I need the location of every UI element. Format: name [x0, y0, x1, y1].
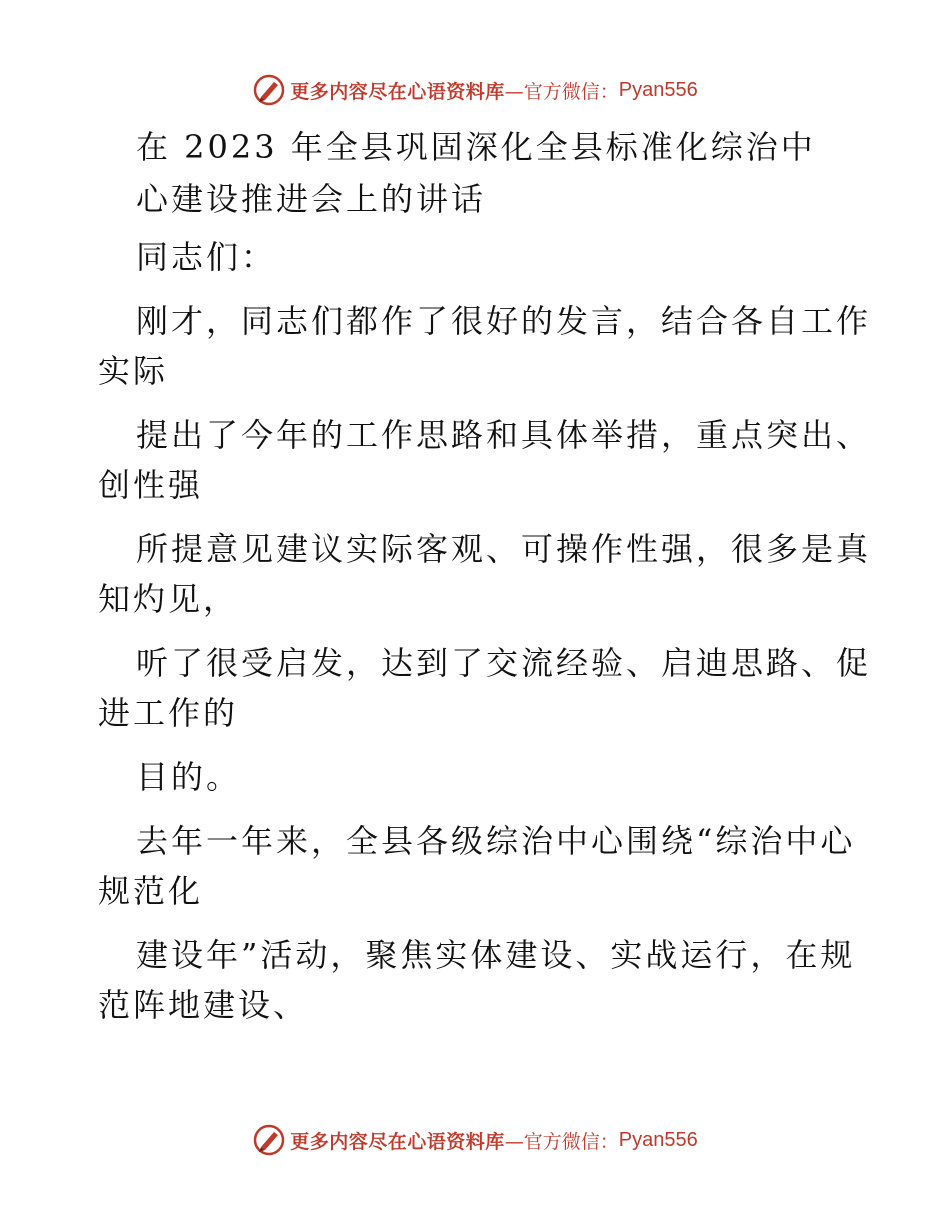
paragraph-line: 进工作的: [98, 694, 239, 732]
banner-text: 更多内容尽在心语资料库: [290, 1130, 505, 1153]
paragraph-line: 所提意见建议实际客观、可操作性强，很多是真: [136, 530, 872, 568]
banner-separator: —官方微信：: [504, 80, 619, 103]
pen-logo-icon: [252, 73, 286, 107]
pen-logo-icon: [252, 1123, 286, 1157]
document-body: [98, 122, 872, 1030]
paragraph-line: 目的。: [136, 758, 242, 796]
header-watermark-banner: [0, 72, 950, 108]
salutation: 同志们：: [136, 238, 277, 276]
paragraph-line: 刚才，同志们都作了很好的发言，结合各自工作: [136, 302, 872, 340]
paragraph-line: 听了很受启发，达到了交流经验、启迪思路、促: [136, 644, 872, 682]
paragraph-line: 实际: [98, 352, 169, 390]
paragraph-line: 范阵地建设、: [98, 986, 309, 1024]
paragraph-line: 知灼见，: [98, 580, 239, 618]
banner-text: 更多内容尽在心语资料库: [290, 80, 505, 103]
document-title-line-2: 心建设推进会上的讲话: [136, 180, 487, 218]
footer-watermark-banner: [0, 1122, 950, 1158]
banner-separator: —官方微信：: [504, 1130, 619, 1153]
banner-wechat-id: Pyan556: [618, 78, 698, 101]
document-title-line-1: 在 2023 年全县巩固深化全县标准化综治中: [136, 128, 816, 166]
paragraph-line: 规范化: [98, 872, 204, 910]
paragraph-line: 建设年”活动，聚焦实体建设、实战运行，在规: [136, 936, 856, 974]
paragraph-line: 去年一年来，全县各级综治中心围绕“综治中心: [136, 822, 856, 860]
banner-wechat-id: Pyan556: [618, 1128, 698, 1151]
paragraph-line: 创性强: [98, 466, 204, 504]
paragraph-line: 提出了今年的工作思路和具体举措，重点突出、: [136, 416, 872, 454]
